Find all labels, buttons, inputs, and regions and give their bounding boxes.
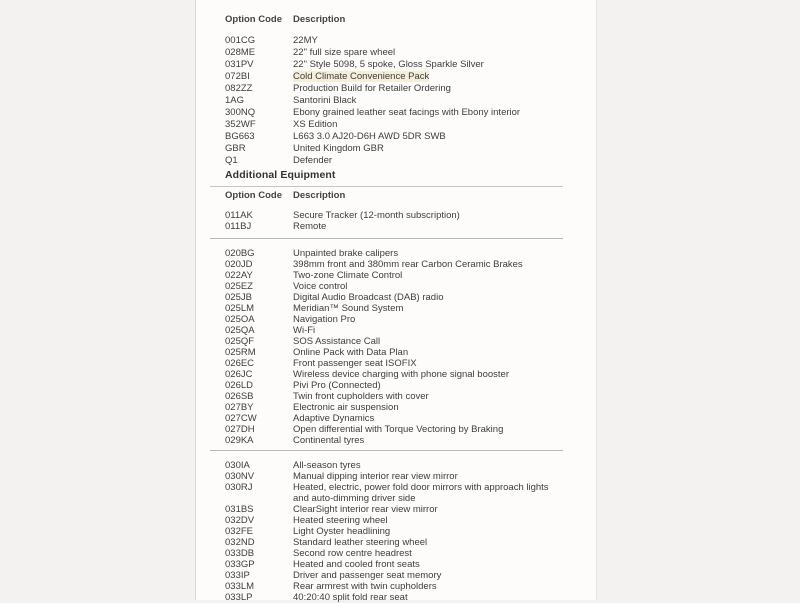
option-code: 033LM (225, 581, 255, 592)
table2-group2-rows (225, 248, 562, 446)
option-code: 030NV (225, 471, 255, 482)
option-description: 398mm front and 380mm rear Carbon Ceramic Brakes (293, 259, 523, 270)
table-row (225, 131, 562, 143)
table-row (225, 95, 562, 107)
option-description: Remote (293, 221, 327, 232)
option-description: Adaptive Dynamics (293, 413, 375, 424)
option-code: 300NQ (225, 107, 256, 118)
column-header-option-code: Option Code (225, 14, 282, 25)
option-code: 027DH (225, 424, 255, 435)
option-code: 025EZ (225, 281, 253, 292)
option-code: GBR (225, 143, 246, 154)
table-row (225, 325, 562, 336)
section-heading: Additional Equipment (225, 169, 336, 181)
option-code: 072BI (225, 71, 250, 82)
table2-group1-rows (225, 210, 562, 232)
option-code: 032ND (225, 537, 255, 548)
option-code: 025RM (225, 347, 256, 358)
option-description: Manual dipping interior rear view mirror (293, 471, 458, 482)
table-row (225, 336, 562, 347)
option-description: 22" full size spare wheel (293, 47, 396, 58)
table-row (225, 482, 562, 504)
table1-header-row (225, 14, 562, 26)
table-row (225, 143, 562, 155)
table-row (225, 537, 562, 548)
option-code: 020BG (225, 248, 255, 259)
option-description: Second row centre headrest (293, 548, 412, 559)
option-description: Wireless device charging with phone signal booster (293, 369, 509, 380)
option-code: 030IA (225, 460, 250, 471)
option-description: Santorini Black (293, 95, 357, 106)
option-code: 026JC (225, 369, 253, 380)
option-description: Online Pack with Data Plan (293, 347, 409, 358)
table-row (225, 71, 562, 83)
option-description: Digital Audio Broadcast (DAB) radio (293, 292, 444, 303)
option-description: Driver and passenger seat memory (293, 570, 442, 581)
table-row (225, 559, 562, 570)
option-description: Open differential with Torque Vectoring by Braking (293, 424, 504, 435)
option-description: Secure Tracker (12-month subscription) (293, 210, 460, 221)
option-code: 025JB (225, 292, 252, 303)
table-row (225, 292, 562, 303)
table-row (225, 358, 562, 369)
option-code: 030RJ (225, 482, 253, 493)
option-description: Twin front cupholders with cover (293, 391, 429, 402)
option-description: Light Oyster headlining (293, 526, 391, 537)
option-description: Heated, electric, power fold door mirrors with approach lights and auto-dimming driver side (293, 482, 549, 504)
option-description: Electronic air suspension (293, 402, 399, 413)
option-description: Meridian™ Sound System (293, 303, 404, 314)
option-code: 026EC (225, 358, 255, 369)
option-description: Front passenger seat ISOFIX (293, 358, 417, 369)
option-description: Production Build for Retailer Ordering (293, 83, 451, 94)
table-row (225, 59, 562, 71)
table-row (225, 221, 562, 232)
option-description: Voice control (293, 281, 348, 292)
table-row (225, 83, 562, 95)
option-code: 033IP (225, 570, 250, 581)
table-row (225, 581, 562, 592)
column-header-description: Description (293, 190, 346, 201)
option-code: 031PV (225, 59, 254, 70)
option-code: 025LM (225, 303, 255, 314)
table2-group3-rows (225, 460, 562, 603)
option-code: 082ZZ (225, 83, 253, 94)
option-code: 025QF (225, 336, 255, 347)
option-description: 22MY (293, 35, 318, 46)
table-row (225, 303, 562, 314)
option-description: L663 3.0 AJ20-D6H AWD 5DR SWB (293, 131, 446, 142)
option-description: 40:20:40 split fold rear seat (293, 592, 408, 603)
table1-rows (225, 35, 562, 167)
option-code: Q1 (225, 155, 238, 166)
option-code: BG663 (225, 131, 255, 142)
option-description (293, 71, 562, 83)
table-row (225, 347, 562, 358)
option-description: Ebony grained leather seat facings with Ebony interior (293, 107, 521, 118)
option-code: 033LP (225, 592, 253, 603)
table2-header-row (225, 190, 562, 202)
table-row (225, 281, 562, 292)
option-code: 026LD (225, 380, 253, 391)
group-divider (210, 238, 563, 239)
table-row (225, 435, 562, 446)
table-row (225, 548, 562, 559)
table-row (225, 369, 562, 380)
option-description: XS Edition (293, 119, 338, 130)
table-row (225, 107, 562, 119)
option-description: Standard leather steering wheel (293, 537, 428, 548)
table-row (225, 402, 562, 413)
option-description: SOS Assistance Call (293, 336, 381, 347)
option-code: 033GP (225, 559, 255, 570)
column-header-option-code: Option Code (225, 190, 282, 201)
option-code: 025OA (225, 314, 255, 325)
table-row (225, 424, 562, 435)
option-code: 028ME (225, 47, 256, 58)
option-code: 020JD (225, 259, 253, 270)
option-code: 352WF (225, 119, 256, 130)
option-code: 011BJ (225, 221, 252, 232)
option-code: 026SB (225, 391, 254, 402)
option-code: 027BY (225, 402, 254, 413)
table-row (225, 515, 562, 526)
highlighted-text: Cold Climate Convenience Pack (293, 71, 430, 82)
option-description: United Kingdom GBR (293, 143, 384, 154)
option-description: Two-zone Climate Control (293, 270, 403, 281)
option-code: 033DB (225, 548, 255, 559)
table-row (225, 119, 562, 131)
option-description: Navigation Pro (293, 314, 356, 325)
option-code: 027CW (225, 413, 257, 424)
table-row (225, 526, 562, 537)
table-row (225, 570, 562, 581)
table-row (225, 460, 562, 471)
option-description: Continental tyres (293, 435, 365, 446)
option-description: 22" Style 5098, 5 spoke, Gloss Sparkle Silver (293, 59, 484, 70)
option-description: Pivi Pro (Connected) (293, 380, 381, 391)
table-row (225, 35, 562, 47)
option-code: 001CG (225, 35, 256, 46)
document-sheet (195, 0, 597, 603)
table-row (225, 47, 562, 59)
option-code: 032DV (225, 515, 255, 526)
heading-divider (210, 186, 563, 187)
option-code: 1AG (225, 95, 245, 106)
table-row (225, 413, 562, 424)
table-row (225, 155, 562, 167)
option-code: 022AY (225, 270, 253, 281)
table-row (225, 504, 562, 515)
table-row (225, 210, 562, 221)
option-description: Unpainted brake calipers (293, 248, 399, 259)
option-description: Wi-Fi (293, 325, 316, 336)
option-code: 031BS (225, 504, 254, 515)
table-row (225, 259, 562, 270)
option-description: Heated and cooled front seats (293, 559, 420, 570)
column-header-description: Description (293, 14, 346, 25)
option-description: ClearSight interior rear view mirror (293, 504, 438, 515)
option-code: 011AK (225, 210, 253, 221)
table-row (225, 380, 562, 391)
group-divider (210, 450, 563, 451)
option-code: 025QA (225, 325, 255, 336)
option-description: Defender (293, 155, 333, 166)
table-row (225, 270, 562, 281)
table-row (225, 314, 562, 325)
table-row (225, 391, 562, 402)
option-description: All-season tyres (293, 460, 361, 471)
table-row (225, 471, 562, 482)
option-code: 032FE (225, 526, 253, 537)
option-description: Rear armrest with twin cupholders (293, 581, 437, 592)
table-row (225, 248, 562, 259)
table-row (225, 592, 562, 603)
option-code: 029KA (225, 435, 254, 446)
option-description: Heated steering wheel (293, 515, 388, 526)
